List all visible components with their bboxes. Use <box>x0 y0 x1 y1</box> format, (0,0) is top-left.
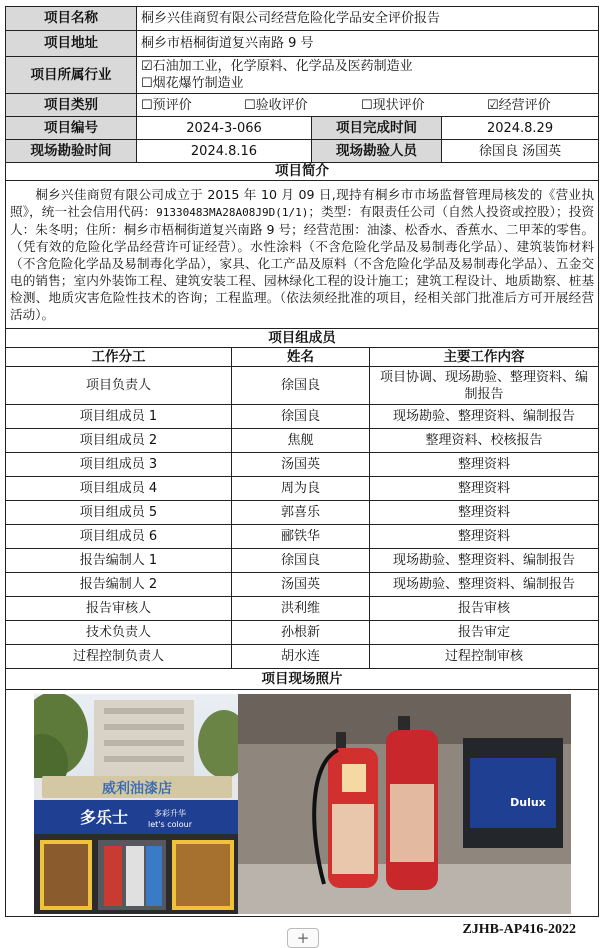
member-work: 整理资料、校核报告 <box>370 429 599 453</box>
member-work: 现场勘验、整理资料、编制报告 <box>370 549 599 573</box>
member-name: 徐国良 <box>232 367 370 405</box>
category-option-pre[interactable]: ☐预评价 <box>141 97 192 113</box>
storefront-photo <box>34 694 240 914</box>
completion-label: 项目完成时间 <box>312 117 442 140</box>
member-role: 项目组成员 5 <box>6 501 232 525</box>
member-name: 焦舰 <box>232 429 370 453</box>
add-button[interactable]: + <box>287 928 319 948</box>
member-name: 郦铁华 <box>232 525 370 549</box>
member-row <box>6 429 599 453</box>
credit-code: 91330483MA28A08J9D(1/1) <box>156 206 309 219</box>
intro-text <box>6 181 599 329</box>
completion-date: 2024.8.29 <box>442 117 599 140</box>
member-role: 项目组成员 4 <box>6 477 232 501</box>
member-work: 报告审定 <box>370 621 599 645</box>
brand-en-text: let's colour <box>148 820 192 829</box>
survey-date: 2024.8.16 <box>137 140 312 163</box>
intro-title: 项目简介 <box>6 163 599 181</box>
member-work: 现场勘验、整理资料、编制报告 <box>370 405 599 429</box>
brand-sub-text: 多彩升华 <box>154 809 186 818</box>
member-name: 郭喜乐 <box>232 501 370 525</box>
member-name: 洪利维 <box>232 597 370 621</box>
surveyors-label: 现场勘验人员 <box>312 140 442 163</box>
photos-cell <box>6 690 599 917</box>
member-row <box>6 525 599 549</box>
photos-title: 项目现场照片 <box>6 669 599 690</box>
member-row <box>6 477 599 501</box>
member-role: 技术负责人 <box>6 621 232 645</box>
member-work: 现场勘验、整理资料、编制报告 <box>370 573 599 597</box>
report-form <box>5 6 599 917</box>
surveyors: 徐国良 汤国英 <box>442 140 599 163</box>
member-name: 徐国良 <box>232 405 370 429</box>
member-role: 报告审核人 <box>6 597 232 621</box>
industry-options <box>137 57 599 94</box>
member-row <box>6 597 599 621</box>
category-option-status[interactable]: ☐现状评价 <box>361 97 425 113</box>
member-name: 孙根新 <box>232 621 370 645</box>
box-brand-text: Dulux <box>510 796 546 809</box>
member-work: 报告审核 <box>370 597 599 621</box>
sign-top-text: 威利油漆店 <box>102 781 172 797</box>
member-work: 整理资料 <box>370 501 599 525</box>
category-label: 项目类别 <box>6 94 137 117</box>
member-name: 胡水连 <box>232 645 370 669</box>
col-header-role: 工作分工 <box>6 348 232 367</box>
col-header-work: 主要工作内容 <box>370 348 599 367</box>
member-role: 项目组成员 2 <box>6 429 232 453</box>
category-option-acceptance[interactable]: ☐验收评价 <box>244 97 308 113</box>
member-role: 项目组成员 3 <box>6 453 232 477</box>
project-number: 2024-3-066 <box>137 117 312 140</box>
member-row <box>6 621 599 645</box>
brand-text: 多乐士 <box>79 808 129 827</box>
member-role: 项目组成员 6 <box>6 525 232 549</box>
member-work: 整理资料 <box>370 477 599 501</box>
member-name: 汤国英 <box>232 573 370 597</box>
member-row <box>6 549 599 573</box>
survey-time-label: 现场勘验时间 <box>6 140 137 163</box>
col-header-name: 姓名 <box>232 348 370 367</box>
member-role: 项目组成员 1 <box>6 405 232 429</box>
member-name: 周为良 <box>232 477 370 501</box>
members-title: 项目组成员 <box>6 329 599 348</box>
number-label: 项目编号 <box>6 117 137 140</box>
photos-area <box>6 690 598 916</box>
member-row <box>6 367 599 405</box>
member-row <box>6 645 599 669</box>
member-row <box>6 453 599 477</box>
member-role: 报告编制人 2 <box>6 573 232 597</box>
member-name: 汤国英 <box>232 453 370 477</box>
member-name: 徐国良 <box>232 549 370 573</box>
member-role: 项目负责人 <box>6 367 232 405</box>
member-work: 项目协调、现场勘验、整理资料、编制报告 <box>370 367 599 405</box>
member-row <box>6 405 599 429</box>
category-options <box>137 94 599 117</box>
industry-option-1[interactable]: ☑石油加工业，化学原料、化学品及医药制造业 <box>141 59 413 74</box>
member-work: 整理资料 <box>370 525 599 549</box>
intro-part-1: 桐乡兴佳商贸有限公司成立于 2015 年 10 月 09 日,现持有桐乡市市场监督管理局核发的《营业执照》，统一社会信用代码： <box>10 187 595 219</box>
address-label: 项目地址 <box>6 31 137 57</box>
project-address: 桐乡市梧桐街道复兴南路 9 号 <box>137 31 599 57</box>
member-row <box>6 573 599 597</box>
intro-part-2: ；类型：有限责任公司（自然人投资或控股）；投资人：朱冬明；住所：桐乡市梧桐街道复兴南路 9 号；经营范围：油漆、松香水、香蕉水、二甲苯的零售。（凭有效的危险化学品经营许可证经营）。水性涂料（不含危险化学品及易制毒化学品）、建筑装饰材料（不含危险化学品及易制毒化学品），家具、化工产品及原料（不含危险化学品及易制毒化学品）、五金交电的销售；室内外装饰工程、建筑安装工程、园林绿化工程的设计施工；建筑工程设计、地质勘察、桩基检测、地质灾害危险性技术的咨询；工程监理。（依法须经批准的项目，经相关部门批准后方可开展经营活动）。 <box>10 204 595 322</box>
industry-label: 项目所属行业 <box>6 57 137 94</box>
member-role: 过程控制负责人 <box>6 645 232 669</box>
member-role: 报告编制人 1 <box>6 549 232 573</box>
name-label: 项目名称 <box>6 7 137 31</box>
industry-option-2[interactable]: ☐烟花爆竹制造业 <box>141 76 244 91</box>
member-work: 整理资料 <box>370 453 599 477</box>
category-option-operation[interactable]: ☑经营评价 <box>487 97 551 113</box>
project-name: 桐乡兴佳商贸有限公司经营危险化学品安全评价报告 <box>137 7 599 31</box>
member-row <box>6 501 599 525</box>
extinguisher-photo <box>238 694 571 914</box>
document-code: ZJHB-AP416-2022 <box>462 922 576 937</box>
member-work: 过程控制审核 <box>370 645 599 669</box>
